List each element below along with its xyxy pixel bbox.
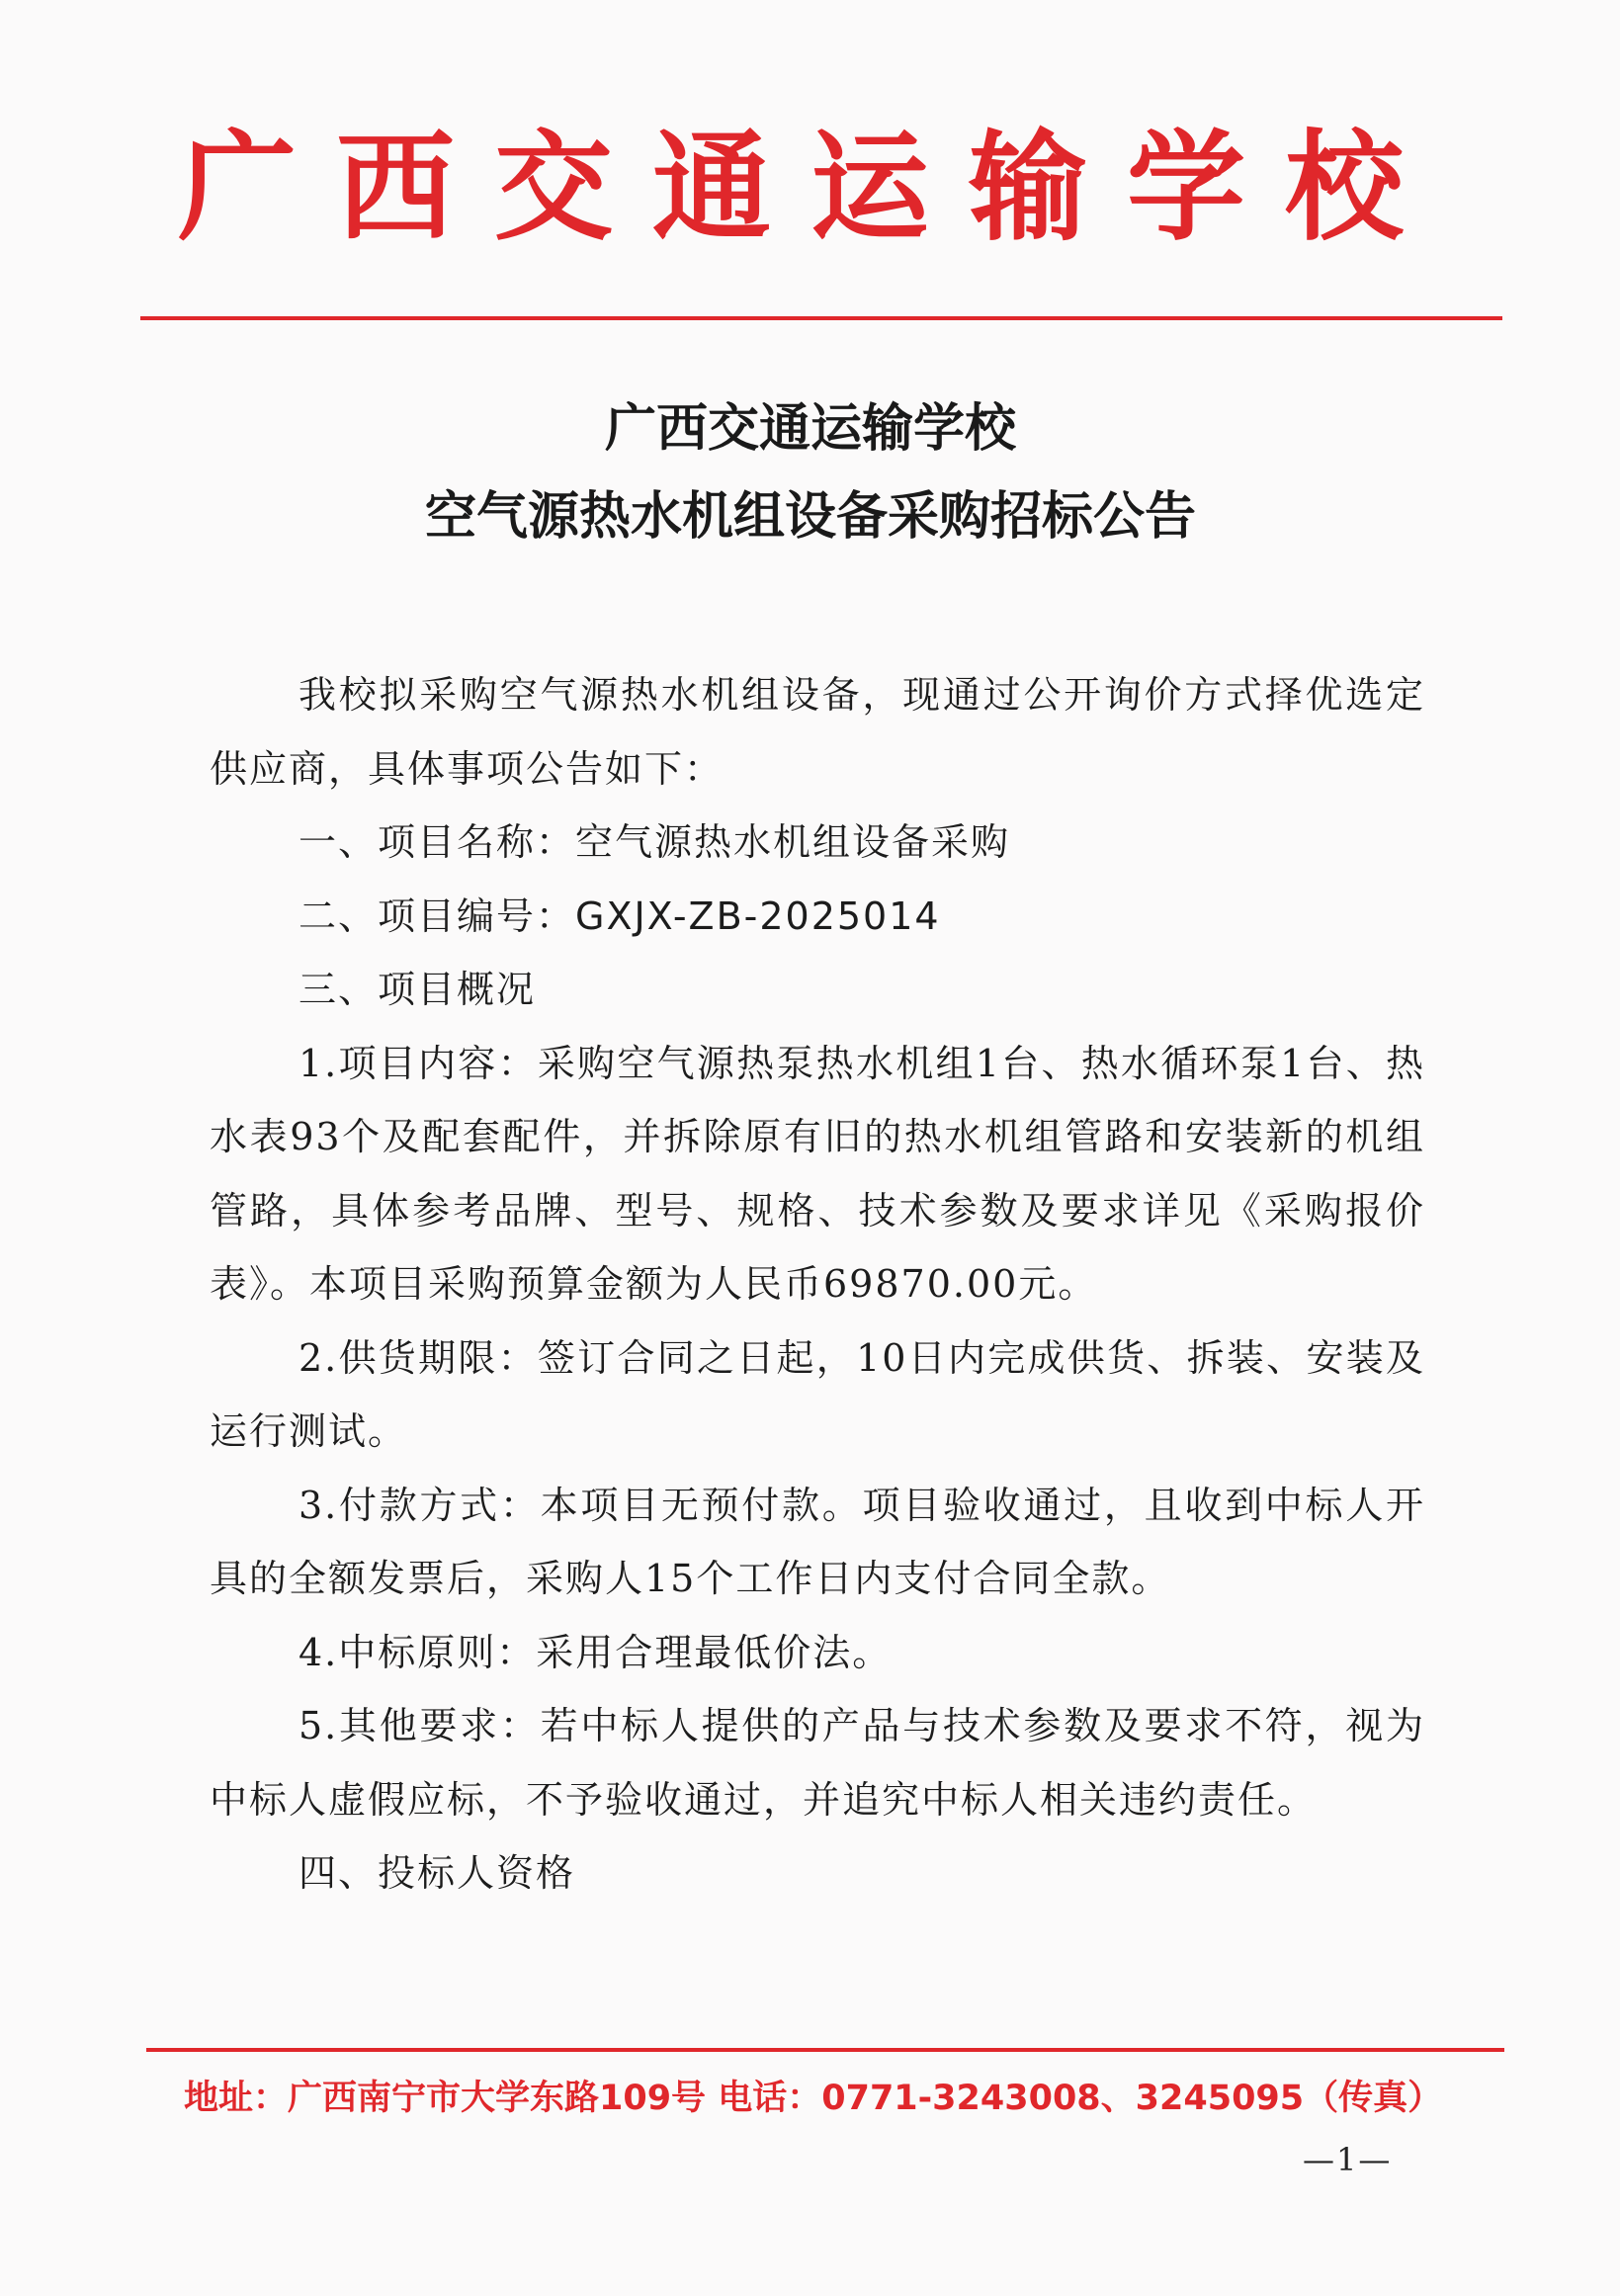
letterhead-school-name: 广西交通运输学校 [178, 118, 1443, 257]
document-title-line1: 广西交通运输学校 [604, 399, 1016, 459]
body-paragraph: 2.供货期限：签订合同之日起，10日内完成供货、拆装、安装及运行测试。 [210, 1335, 1425, 1453]
body-paragraph: 4.中标原则：采用合理最低价法。 [298, 1630, 893, 1674]
footer-rule [146, 2048, 1504, 2052]
body-paragraph: 1.项目内容：采购空气源热泵热水机组1台、热水循环泵1台、热水表93个及配套配件，并拆除原有旧的热水机组管路和安装新的机组管路，具体参考品牌、型号、规格、技术参数及要求详见《采购报价表》。本项目采购预算金额为人民币69870.00元。 [210, 1041, 1425, 1306]
section-heading: 三、项目概况 [298, 968, 537, 1011]
letterhead-top-rule [140, 316, 1502, 320]
document-title-line2: 空气源热水机组设备采购招标公告 [424, 487, 1196, 547]
footer-address: 地址：广西南宁市大学东路109号 电话：0771-3243008、3245095（传真） [184, 2079, 1443, 2118]
page-number: —1— [1303, 2141, 1393, 2178]
body-paragraph: 5.其他要求：若中标人提供的产品与技术参数及要求不符，视为中标人虚假应标，不予验收通过，并追究中标人相关违约责任。 [210, 1704, 1425, 1822]
body-paragraph: 我校拟采购空气源热水机组设备，现通过公开询价方式择优选定供应商，具体事项公告如下： [210, 673, 1425, 791]
section-heading: 四、投标人资格 [298, 1851, 576, 1895]
section-heading: 一、项目名称：空气源热水机组设备采购 [298, 820, 1011, 864]
section-heading: 二、项目编号：GXJX-ZB-2025014 [298, 893, 941, 938]
document-body [210, 658, 1425, 1911]
body-paragraph: 3.付款方式：本项目无预付款。项目验收通过，且收到中标人开具的全额发票后，采购人15个工作日内支付合同全款。 [210, 1483, 1425, 1600]
